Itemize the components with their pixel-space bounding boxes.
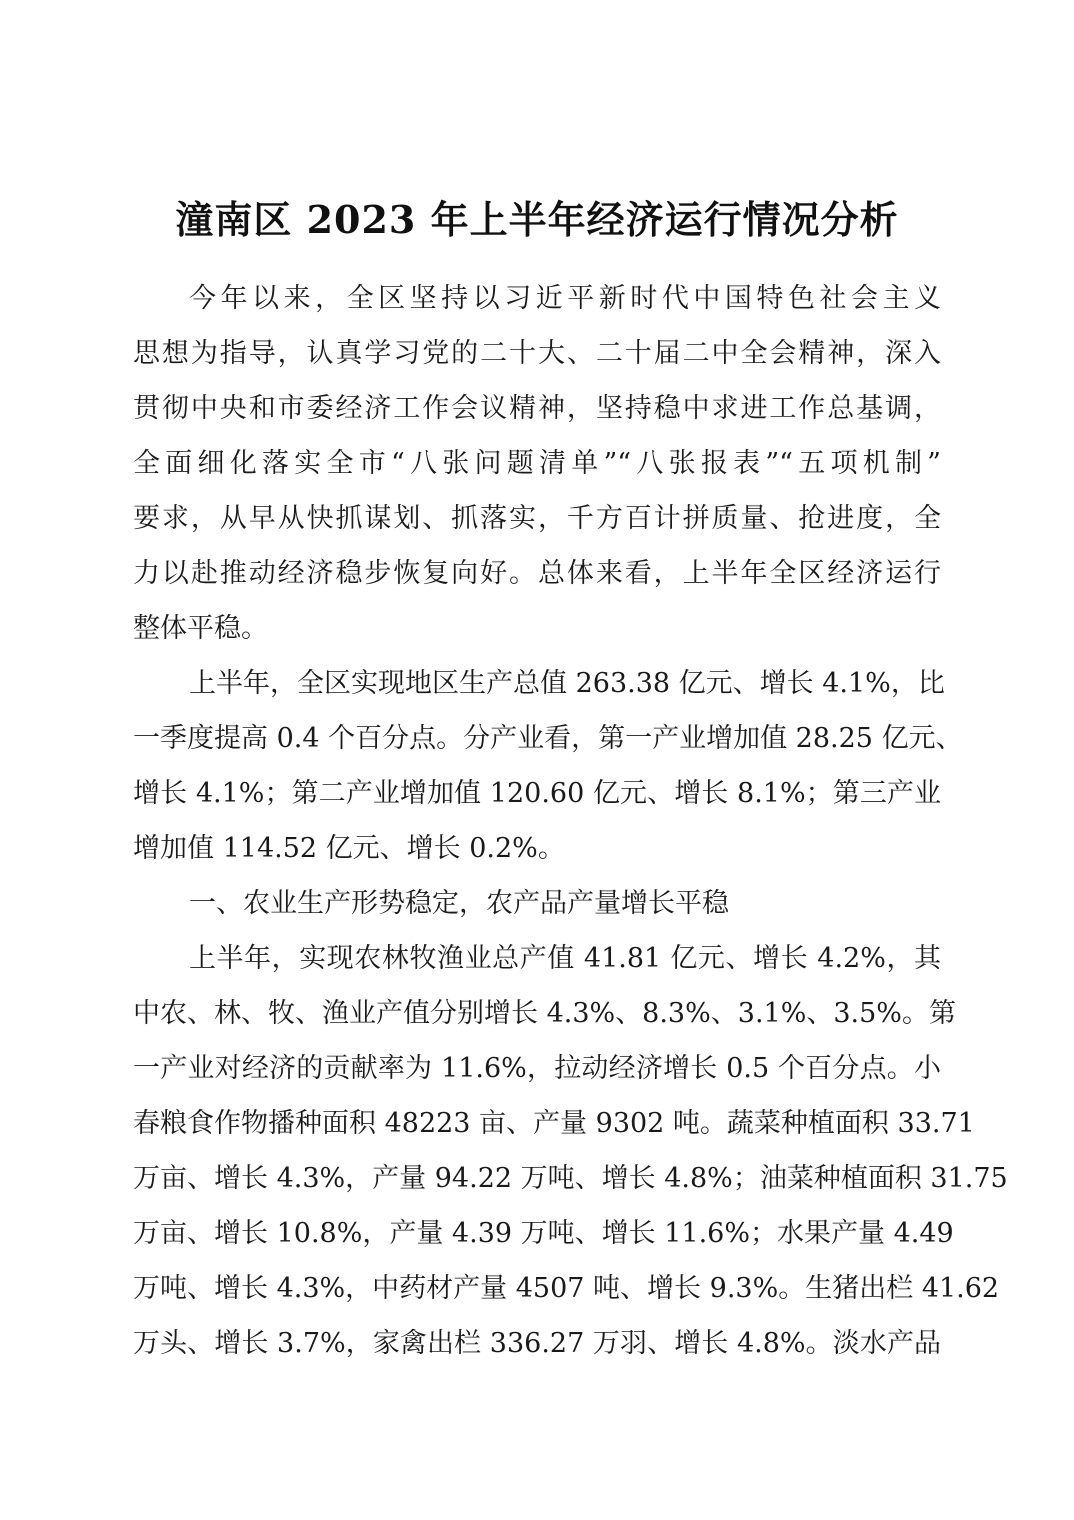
paragraph-line: 万吨、增长 4.3%，中药材产量 4507 吨、增长 9.3%。生猪出栏 41.62 [133,1273,1000,1304]
paragraph-line: 整体平稳。 [133,613,268,644]
section-heading: 一、农业生产形势稳定，农产品产量增长平稳 [189,888,729,919]
paragraph-line: 万亩、增长 4.3%，产量 94.22 万吨、增长 4.8%；油菜种植面积 31.75 [133,1163,1008,1194]
paragraph-line: 万亩、增长 10.8%，产量 4.39 万吨、增长 11.6%；水果产量 4.49 [133,1218,954,1249]
document-title: 潼南区 2023 年上半年经济运行情况分析 [175,197,899,242]
paragraph-line: 万头、增长 3.7%，家禽出栏 336.27 万羽、增长 4.8%。淡水产品 [133,1328,941,1359]
paragraph-line: 增长 4.1%；第二产业增加值 120.60 亿元、增长 8.1%；第三产业 [133,778,941,809]
paragraph-line: 贯彻中央和市委经济工作会议精神，坚持稳中求进工作总基调， [133,393,941,424]
paragraph-line: 思想为指导，认真学习党的二十大、二十届二中全会精神，深入 [133,338,941,369]
paragraph-line: 中农、林、牧、渔业产值分别增长 4.3%、8.3%、3.1%、3.5%。第 [133,998,956,1029]
paragraph-line: 今年以来，全区坚持以习近平新时代中国特色社会主义 [189,283,941,314]
paragraph-line: 一季度提高 0.4 个百分点。分产业看，第一产业增加值 28.25 亿元、 [133,723,963,754]
paragraph-line: 上半年，全区实现地区生产总值 263.38 亿元、增长 4.1%，比 [189,668,945,699]
paragraph-line: 春粮食作物播种面积 48223 亩、产量 9302 吨。蔬菜种植面积 33.71 [133,1108,975,1139]
paragraph-line: 要求，从早从快抓谋划、抓落实，千方百计拼质量、抢进度，全 [133,503,941,534]
paragraph-line: 力以赴推动经济稳步恢复向好。总体来看，上半年全区经济运行 [133,558,941,589]
paragraph-line: 增加值 114.52 亿元、增长 0.2%。 [133,833,565,864]
paragraph-line: 一产业对经济的贡献率为 11.6%，拉动经济增长 0.5 个百分点。小 [133,1053,941,1084]
paragraph-line: 上半年，实现农林牧渔业总产值 41.81 亿元、增长 4.2%，其 [189,943,941,974]
paragraph-line: 全面细化落实全市“八张问题清单”“八张报表”“五项机制” [133,448,941,479]
